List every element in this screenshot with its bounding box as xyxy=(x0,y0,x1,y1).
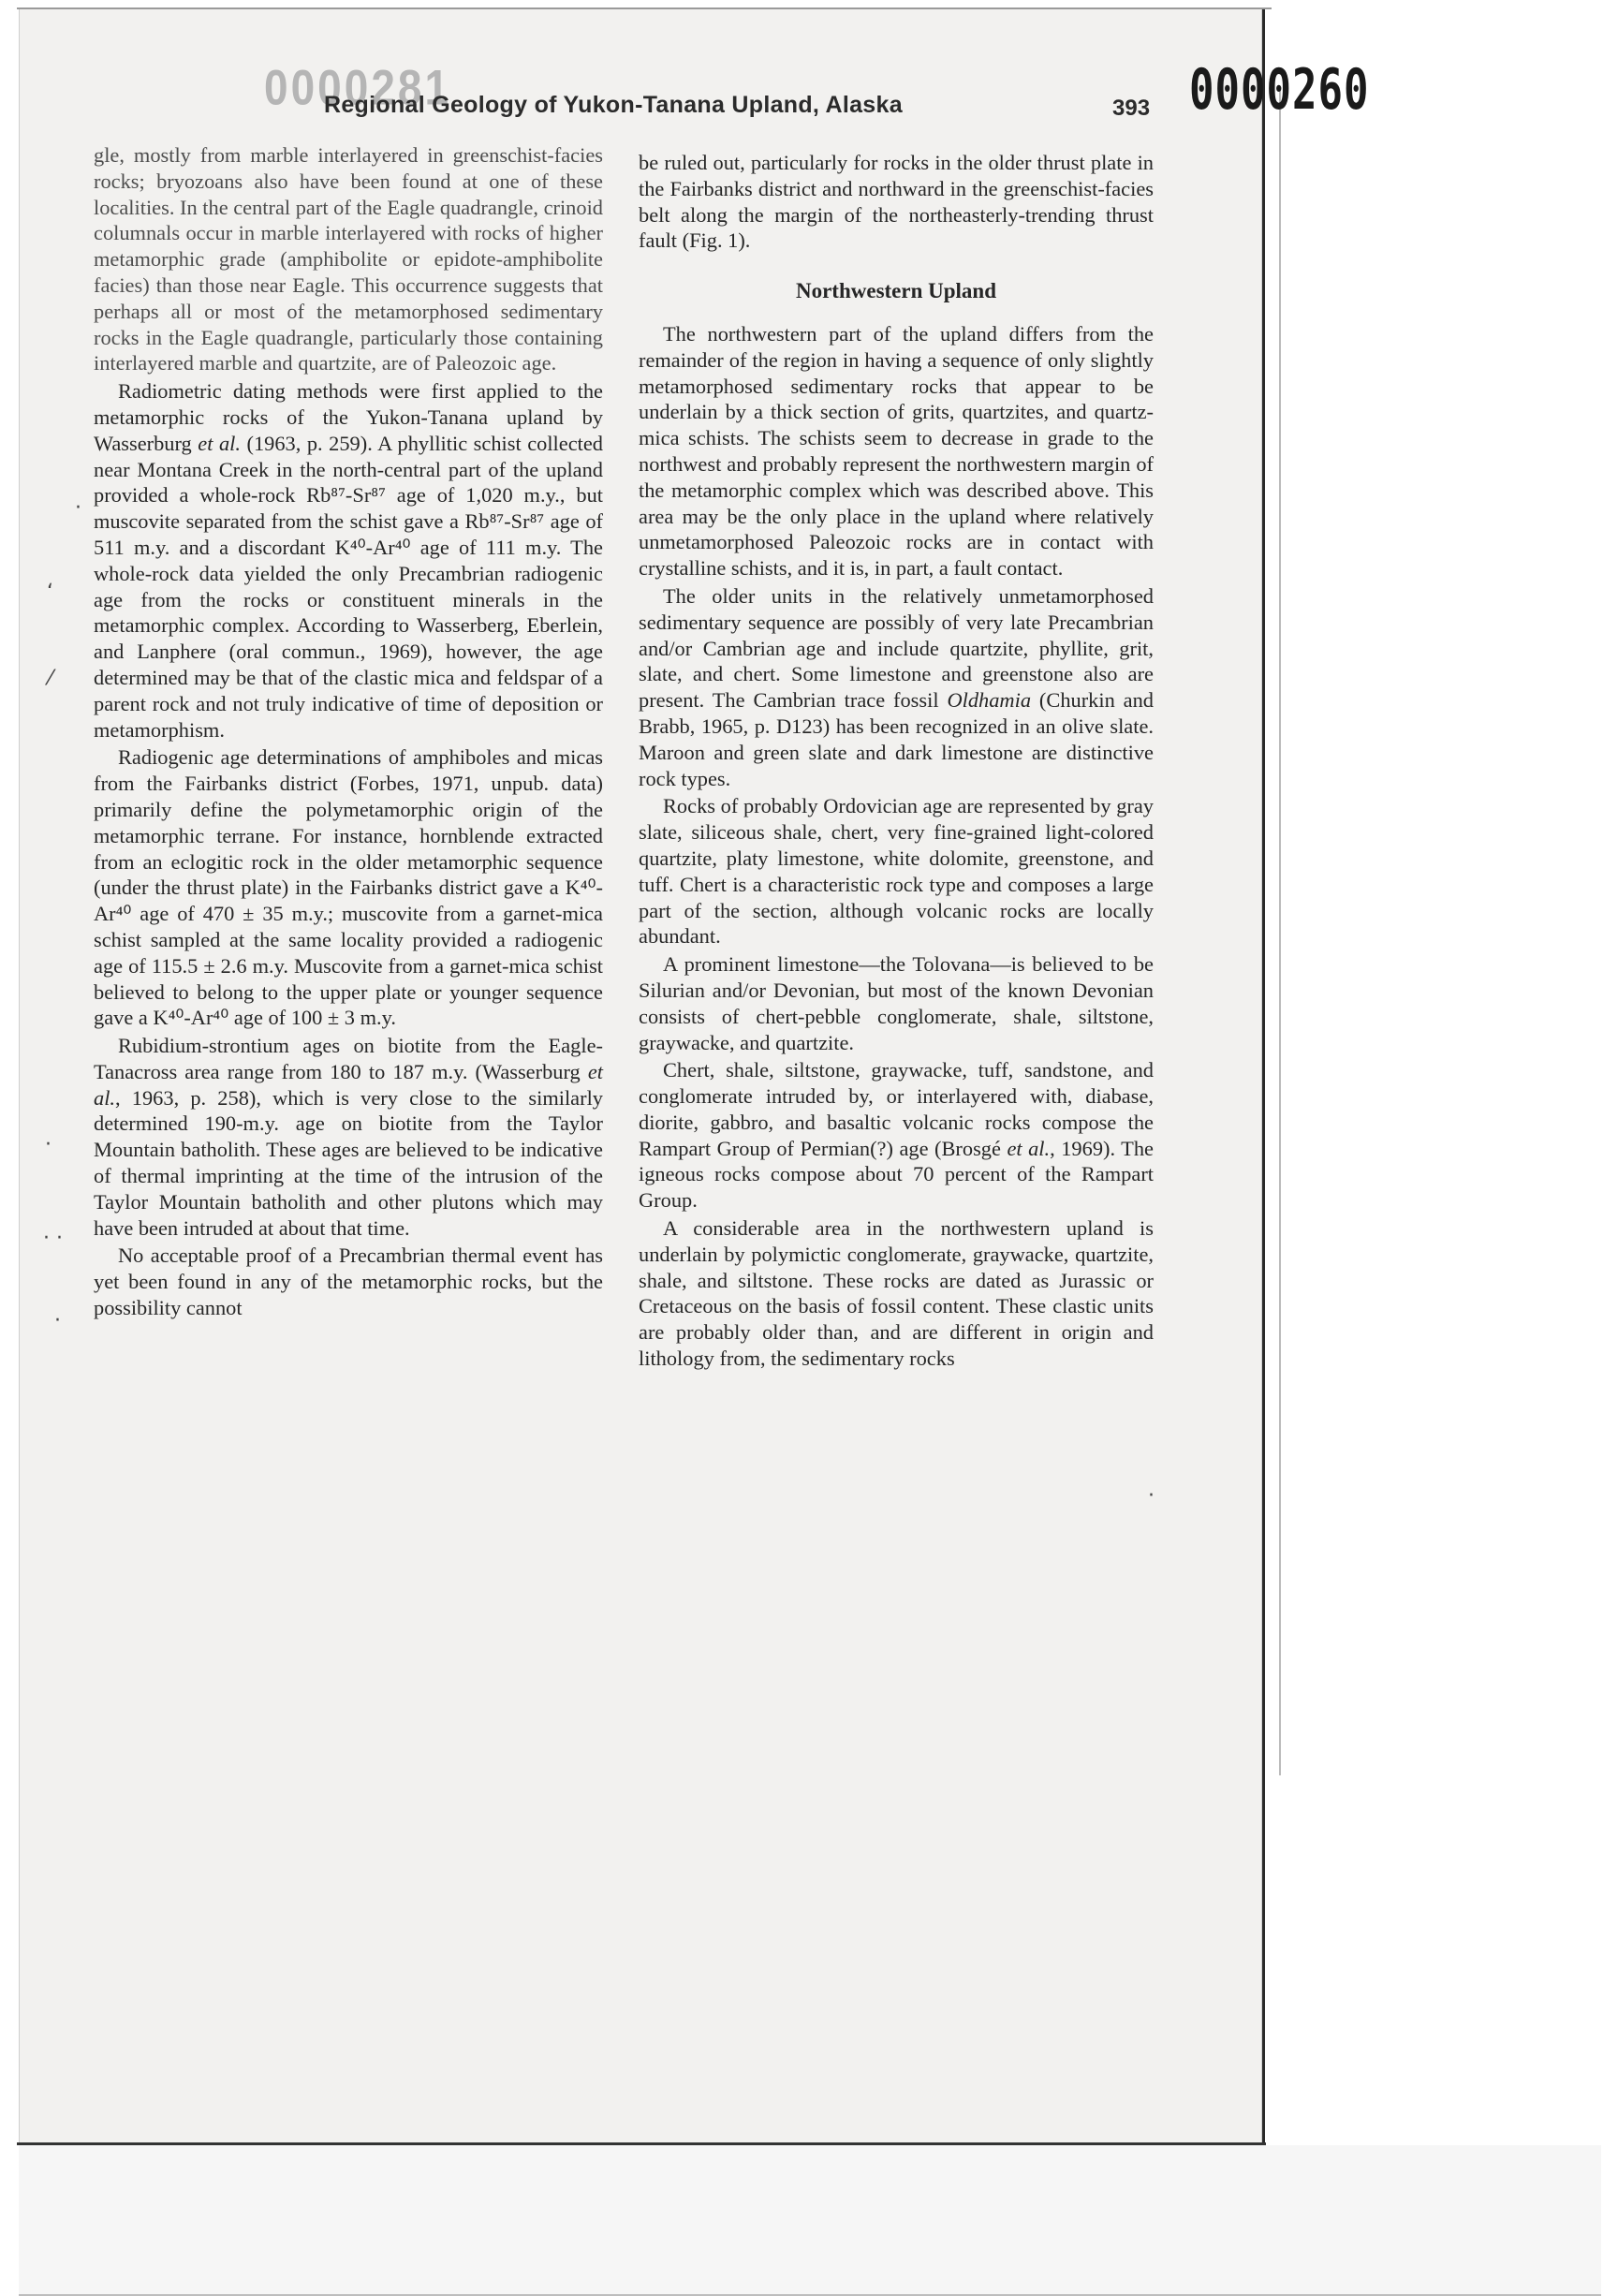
margin-dot: · xyxy=(45,1133,51,1156)
paragraph: The older units in the relatively unmetamorphosed sedimentary sequence are possibly of very late Precambrian and/or Cambrian age and include quartzite, phyllite, grit, slate, and chert. Some limestone and greenstone also are present. The Cambrian trace fossil Oldhamia (Churkin and Brabb, 1965, p. D123) has been recognized in an olive slate. Maroon and green slate and dark limestone are distinctive rock types. xyxy=(639,583,1154,790)
paragraph: Rubidium-strontium ages on biotite from the Eagle-Tanacross area range from 180 to 187 m.y. (Wasserburg et al., 1963, p. 258), which is very close to the similarly determined 190-m.y. age on biotite from the Taylor Mountain batholith. These ages are believed to be indicative of thermal imprinting at the time of the intrusion of the Taylor Mountain batholith and other plutons which may have been intruded at about that time. xyxy=(94,1034,603,1240)
margin-dot: · xyxy=(75,496,81,520)
left-column xyxy=(94,142,603,1321)
paragraph: A prominent limestone—the Tolovana—is believed to be Silurian and/or Devonian, but most of the known Devonian consists of chert-pebble conglomerate, shale, siltstone, graywacke, and quartzite. xyxy=(639,952,1154,1054)
page-top-edge xyxy=(17,7,1272,9)
right-column xyxy=(639,150,1154,1372)
page-fold-line xyxy=(1279,90,1281,1775)
margin-dot: · · xyxy=(43,1227,63,1250)
running-head: Regional Geology of Yukon-Tanana Upland, Alaska xyxy=(324,92,903,118)
paragraph: be ruled out, particularly for rocks in the older thrust plate in the Fairbanks district and northward in the greenschist-facies belt along the margin of the northeasterly-trending thrust fault (Fig. 1). xyxy=(639,151,1154,253)
page-number: 393 xyxy=(1112,96,1151,121)
margin-pencil-mark: ʻ xyxy=(47,581,53,604)
paragraph: The northwestern part of the upland differs from the remainder of the region in having a sequence of only slightly metamorphosed sedimentary rocks that appear to be underlain by a thick section of grits, quartzites, and quartz-mica schists. The schists seem to decrease in grade to the northwest and probably represent the northwestern margin of the metamorphic complex which was described above. This area may be the only place in the upland where relatively unmetamorphosed Paleozoic rocks are in contact with crystalline schists, and it is, in part, a fault contact. xyxy=(639,321,1154,581)
margin-pencil-mark: ⁄ xyxy=(49,667,52,690)
paragraph: No acceptable proof of a Precambrian thermal event has yet been found in any of the metamorphic rocks, but the possibility cannot xyxy=(94,1244,603,1320)
paragraph: gle, mostly from marble interlayered in greenschist-facies rocks; bryozoans also have been found at one of these localities. In the central part of the Eagle quadrangle, crinoid columnals occur in marble interlayered with rocks of higher metamorphic grade (amphibolite or epidote-amphibolite facies) than those near Eagle. This occurrence suggests that perhaps all or most of the metamorphosed sedimentary rocks in the Eagle quadrangle, particularly those containing interlayered marble and quartzite, are of Paleozoic age. xyxy=(94,143,603,375)
paragraph: Radiogenic age determinations of amphiboles and micas from the Fairbanks district (Forbes, 1971, unpub. data) primarily define the polymetamorphic origin of the metamorphic terrane. For instance, hornblende extracted from an eclogitic rock in the older metamorphic sequence (under the thrust plate) in the Fairbanks district gave a K⁴⁰-Ar⁴⁰ age of 470 ± 35 m.y.; muscovite from a garnet-mica schist sampled at the same locality provided a radiogenic age of 115.5 ± 2.6 m.y. Muscovite from a garnet-mica schist believed to belong to the upper plate or younger sequence gave a K⁴⁰-Ar⁴⁰ age of 100 ± 3 m.y. xyxy=(94,745,603,1030)
scanner-bed xyxy=(19,2145,1601,2295)
section-heading: Northwestern Upland xyxy=(795,279,997,303)
paragraph: Chert, shale, siltstone, graywacke, tuff, sandstone, and conglomerate intruded by, or interlayered with, diabase, diorite, gabbro, and basaltic volcanic rocks compose the Rampart Group of Permian(?) age (Brosgé et al., 1969). The igneous rocks compose about 70 percent of the Rampart Group. xyxy=(639,1058,1154,1213)
paragraph: A considerable area in the northwestern upland is underlain by polymictic conglomerate, graywacke, quartzite, shale, and siltstone. These rocks are dated as Jurassic or Cretaceous on the basis of fossil content. These clastic units are probably older than, and are different in origin and lithology from, the sedimentary rocks xyxy=(639,1216,1154,1371)
paragraph: Rocks of probably Ordovician age are represented by gray slate, siliceous shale, chert, very fine-grained light-colored quartzite, platy limestone, white dolomite, greenstone, and tuff. Chert is a characteristic rock type and composes a large part of the section, although volcanic rocks are locally abundant. xyxy=(639,794,1154,949)
document-stamp-number: 0000260 xyxy=(1189,58,1370,123)
paragraph: Radiometric dating methods were first applied to the metamorphic rocks of the Yukon-Tanana upland by Wasserburg et al. (1963, p. 259). A phyllitic schist collected near Montana Creek in the north-central part of the upland provided a whole-rock Rb⁸⁷-Sr⁸⁷ age of 1,020 m.y., but muscovite separated from the schist gave a Rb⁸⁷-Sr⁸⁷ age of 511 m.y. and a discordant K⁴⁰-Ar⁴⁰ age of 111 m.y. The whole-rock data yielded the only Precambrian radiogenic age from the rocks or constituent minerals in the metamorphic complex. According to Wasserberg, Eberlein, and Lanphere (oral commun., 1969), however, the age determined may be that of the clastic mica and feldspar of a parent rock and not truly indicative of time of deposition or metamorphism. xyxy=(94,379,603,742)
faded-stamp-number: 0000281 xyxy=(264,59,452,115)
margin-dot: · xyxy=(1148,1484,1155,1508)
margin-dot: · xyxy=(54,1309,61,1332)
